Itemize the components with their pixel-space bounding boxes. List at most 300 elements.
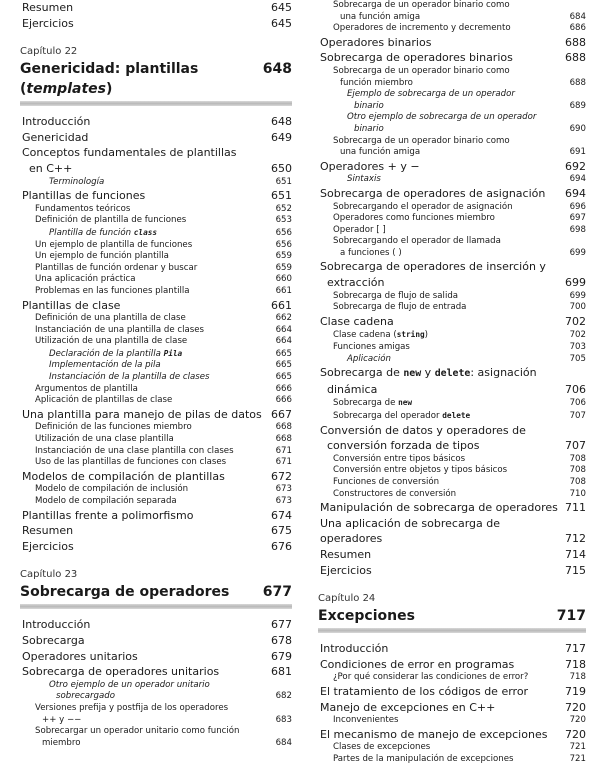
toc-page-number: 703	[569, 342, 586, 353]
toc-entry-text: Terminología	[49, 176, 105, 187]
toc-entry-text: El mecanismo de manejo de excepciones	[320, 727, 548, 741]
toc-entry[interactable]	[318, 754, 586, 766]
toc-entry[interactable]	[20, 188, 292, 204]
toc-entry[interactable]	[318, 410, 586, 423]
chapter-title-part: Sobrecarga de operadores	[20, 584, 230, 601]
chapter-title	[318, 606, 586, 626]
toc-entry[interactable]	[20, 204, 292, 216]
toc-entry[interactable]	[318, 23, 586, 35]
toc-entry-text: y	[421, 366, 435, 380]
toc-column-right	[318, 0, 586, 765]
toc-entry-text: Genericidad	[22, 130, 89, 144]
toc-entry[interactable]	[20, 539, 292, 555]
toc-entry-continuation: sobrecargado	[56, 691, 115, 702]
toc-page-number: 664	[275, 336, 292, 347]
toc-entry-text: Fundamentos teóricos	[35, 203, 131, 214]
toc-entry-title	[35, 325, 204, 337]
toc-entry[interactable]	[20, 664, 292, 680]
toc-page-number: 717	[565, 642, 586, 656]
toc-page-number: 721	[569, 742, 586, 753]
toc-entry-continuation: a funciones ( )	[340, 247, 402, 258]
toc-entry[interactable]	[20, 372, 292, 384]
toc-entry-title	[347, 112, 536, 135]
toc-entry-title	[333, 742, 430, 754]
toc-entry[interactable]	[20, 286, 292, 298]
toc-page-number: 681	[271, 665, 292, 679]
toc-entry-code: delete	[434, 368, 471, 380]
toc-entry-continuation: dinámica	[327, 382, 378, 396]
toc-page-number: 691	[569, 147, 586, 158]
toc-entry-title	[320, 314, 394, 330]
toc-entry[interactable]	[318, 89, 586, 112]
toc-entry[interactable]	[318, 35, 586, 51]
toc-entry[interactable]	[20, 726, 292, 749]
toc-entry-text: Una aplicación de sobrecarga de operadores	[320, 516, 501, 546]
toc-page-number: 683	[275, 714, 292, 725]
toc-entry[interactable]	[318, 174, 586, 186]
toc-entry-text: Sobrecargar un operador unitario como función	[35, 726, 240, 737]
toc-entry-title	[333, 329, 428, 342]
toc-entry[interactable]	[318, 547, 586, 563]
toc-entry-text: Implementación de la pila	[49, 360, 161, 371]
toc-entry-title	[35, 726, 239, 749]
toc-entry-text: Sobrecarga de un operador binario como	[333, 0, 510, 10]
toc-page-number: 720	[569, 715, 586, 726]
toc-entry[interactable]	[318, 489, 586, 501]
toc-entry-title	[333, 342, 410, 354]
toc-page-number: 664	[275, 324, 292, 335]
toc-entry-title	[347, 174, 381, 186]
toc-entry[interactable]	[318, 159, 586, 175]
toc-entry-title	[320, 563, 372, 579]
toc-entry[interactable]	[318, 454, 586, 466]
toc-entry[interactable]	[20, 251, 292, 263]
toc-page-number: 699	[565, 276, 586, 290]
toc-entry-title	[320, 547, 371, 563]
toc-entry-text: Versiones prefija y postfija de los operadores	[35, 702, 229, 713]
toc-entry-title	[35, 251, 169, 263]
toc-entry-title	[22, 16, 74, 32]
toc-entry-title	[22, 617, 90, 633]
toc-entry[interactable]	[20, 422, 292, 434]
toc-entry[interactable]	[20, 313, 292, 325]
toc-entry-code: Pila	[163, 348, 183, 358]
toc-entry-text: Uso de las plantillas de funciones con clases	[35, 457, 227, 468]
toc-entry[interactable]	[20, 360, 292, 372]
toc-entry[interactable]	[318, 516, 586, 547]
chapter-title-part: templates	[26, 81, 106, 98]
toc-entry-title	[320, 50, 513, 66]
toc-entry-title	[49, 348, 182, 361]
toc-page-number: 705	[569, 353, 586, 364]
chapter-heading	[20, 554, 292, 617]
toc-entry-title	[35, 240, 192, 252]
toc-entry-title	[22, 145, 237, 176]
toc-entry[interactable]	[318, 465, 586, 477]
toc-page-number: 699	[569, 290, 586, 301]
toc-entry-text: Plantillas de funciones	[22, 189, 146, 203]
toc-entry[interactable]	[20, 130, 292, 146]
toc-entry[interactable]	[20, 325, 292, 337]
toc-entry-text: Instanciación de una plantilla de clases	[35, 324, 205, 335]
toc-page-number: 720	[565, 700, 586, 714]
toc-entry-title	[333, 454, 465, 466]
toc-entry-continuation: ++ y −−	[42, 714, 82, 725]
toc-page-number: 660	[275, 274, 292, 285]
toc-entry-text: Sobrecarga de un operador binario como	[333, 135, 510, 146]
toc-page-number: 678	[271, 633, 292, 647]
toc-entry[interactable]	[20, 523, 292, 539]
toc-entry-text: Clase cadena	[320, 314, 394, 328]
toc-entry-text: Plantillas de clase	[22, 298, 121, 312]
toc-entry-title	[22, 523, 73, 539]
toc-entry-continuation: en C++	[29, 161, 73, 175]
toc-entry[interactable]	[318, 672, 586, 684]
toc-entry-text: Resumen	[320, 547, 372, 561]
toc-entry-text: Operadores binarios	[320, 35, 432, 49]
toc-page-number: 706	[569, 398, 586, 409]
toc-entry[interactable]	[318, 236, 586, 259]
toc-entry-title	[22, 298, 120, 314]
chapter-page-number: 648	[262, 61, 292, 78]
toc-entry-text: Definición de las funciones miembro	[35, 422, 192, 433]
toc-page-number: 650	[271, 161, 292, 175]
toc-entry-title	[333, 715, 399, 727]
toc-entry-text: Clase cadena (	[333, 330, 397, 341]
toc-entry-title	[333, 489, 456, 501]
toc-entry-text: Condiciones de error en programas	[320, 657, 515, 671]
toc-page-number: 666	[275, 395, 292, 406]
toc-page-number: 711	[565, 501, 586, 515]
toc-page-number: 684	[275, 737, 292, 748]
toc-page-number: 696	[569, 201, 586, 212]
chapter-label: Capítulo 23	[20, 569, 78, 581]
toc-entry[interactable]	[318, 477, 586, 489]
toc-entry[interactable]	[318, 302, 586, 314]
toc-page-number: 656	[275, 227, 292, 238]
toc-entry[interactable]	[318, 259, 586, 290]
toc-entry[interactable]	[318, 727, 586, 743]
toc-entry-text: Sobrecarga de operadores de inserción y	[320, 260, 546, 274]
toc-entry-continuation: una función amiga	[340, 11, 421, 22]
toc-entry-text: Funciones amigas	[333, 342, 410, 353]
toc-entry-text: Modelos de compilación de plantillas	[22, 469, 225, 483]
toc-entry-text: Una aplicación práctica	[35, 274, 136, 285]
chapter-title	[20, 59, 292, 99]
toc-entry-title	[333, 672, 528, 684]
toc-entry-title	[22, 664, 219, 680]
toc-entry[interactable]	[318, 342, 586, 354]
toc-entry[interactable]	[20, 336, 292, 348]
toc-entry-text: Introducción	[22, 115, 91, 129]
toc-entry-title	[320, 186, 545, 202]
toc-entry[interactable]	[318, 225, 586, 237]
toc-entry-title	[333, 291, 458, 303]
toc-page-number: 707	[565, 439, 586, 453]
toc-page-number: 645	[271, 1, 292, 14]
toc-page-number: 719	[565, 684, 586, 698]
toc-entry-title	[333, 410, 470, 423]
toc-entry-continuation: conversión forzada de tipos	[327, 439, 480, 453]
toc-entry-title	[320, 684, 528, 700]
toc-entry-text: Plantillas frente a polimorfismo	[22, 508, 194, 522]
toc-page-number: 671	[275, 445, 292, 456]
toc-page-number: 688	[565, 51, 586, 65]
toc-entry[interactable]	[20, 177, 292, 189]
toc-entry-text: Un ejemplo de función plantilla	[35, 251, 169, 262]
toc-entry[interactable]	[20, 680, 292, 703]
toc-page-number: 679	[271, 649, 292, 663]
toc-page-number: 697	[569, 213, 586, 224]
toc-entry-text: Sobrecarga	[22, 633, 85, 647]
toc-entry-title	[35, 395, 172, 407]
toc-column-left	[20, 0, 292, 749]
toc-entry[interactable]	[318, 0, 586, 23]
toc-entry-continuation: miembro	[42, 737, 81, 748]
toc-entry[interactable]	[318, 365, 586, 397]
toc-entry-text: : asignación	[470, 366, 537, 380]
toc-page-number: 718	[569, 672, 586, 683]
toc-page-number: 688	[565, 35, 586, 49]
toc-entry-text: Definición de plantilla de funciones	[35, 215, 187, 226]
toc-entry[interactable]	[318, 354, 586, 366]
toc-entry-title	[333, 477, 439, 489]
chapter-rule	[20, 101, 292, 106]
chapter-title-text	[20, 59, 263, 99]
toc-entry-title	[49, 177, 104, 189]
toc-page-number: 665	[275, 360, 292, 371]
toc-entry[interactable]	[20, 384, 292, 396]
toc-entry-title	[320, 700, 495, 716]
toc-page-number: 674	[271, 508, 292, 522]
toc-entry-title	[22, 539, 74, 555]
toc-entry[interactable]	[318, 213, 586, 225]
toc-entry[interactable]	[318, 291, 586, 303]
toc-entry[interactable]	[20, 395, 292, 407]
toc-entry-text: Otro ejemplo de un operador unitario	[49, 679, 210, 690]
toc-entry-continuation: binario	[354, 123, 384, 134]
toc-page-number: 688	[569, 77, 586, 88]
toc-entry-title	[320, 423, 526, 454]
toc-entry-title	[35, 215, 186, 227]
chapter-title-part: Excepciones	[318, 608, 415, 625]
toc-entry-title	[320, 500, 558, 516]
toc-entry-text: Sintaxis	[347, 174, 381, 185]
toc-entry-continuation: binario	[354, 100, 384, 111]
toc-entry-title	[35, 434, 174, 446]
chapter-heading	[20, 31, 292, 114]
toc-page-number: 708	[569, 476, 586, 487]
toc-entry[interactable]	[318, 700, 586, 716]
toc-entry-text: Un ejemplo de plantilla de funciones	[35, 239, 193, 250]
toc-entry-title	[49, 360, 161, 372]
toc-entry-text: Sobrecarga de un operador binario como	[333, 65, 510, 76]
toc-page-number: 689	[569, 100, 586, 111]
toc-entry[interactable]	[20, 298, 292, 314]
toc-entry-text: Ejemplo de sobrecarga de un operador	[347, 89, 515, 100]
toc-entry[interactable]	[20, 240, 292, 252]
toc-entry-text: Ejercicios	[22, 16, 74, 30]
toc-entry[interactable]	[318, 314, 586, 330]
toc-entry-title	[320, 641, 388, 657]
toc-entry[interactable]	[20, 274, 292, 286]
toc-entry-text: Ejercicios	[22, 539, 74, 553]
toc-entry-text: Ejercicios	[320, 563, 372, 577]
toc-page-number: 665	[275, 372, 292, 383]
toc-page-number: 712	[565, 532, 586, 546]
toc-entry[interactable]	[20, 114, 292, 130]
toc-entry-title	[35, 422, 192, 434]
toc-entry[interactable]	[20, 263, 292, 275]
toc-entry-text: Definición de una plantilla de clase	[35, 313, 186, 324]
toc-entry[interactable]	[20, 484, 292, 496]
toc-page-number: 672	[271, 469, 292, 483]
toc-entry-title	[49, 227, 157, 240]
toc-entry-title	[347, 89, 515, 112]
toc-entry-title	[35, 336, 187, 348]
toc-entry[interactable]	[318, 136, 586, 159]
toc-page-number: 653	[275, 215, 292, 226]
toc-entry[interactable]	[318, 715, 586, 727]
toc-page-number: 677	[271, 618, 292, 632]
toc-entry[interactable]	[20, 703, 292, 726]
toc-entry[interactable]	[318, 742, 586, 754]
toc-page-number: 656	[275, 239, 292, 250]
toc-entry-text: Sobrecarga del operador	[333, 411, 443, 421]
toc-entry[interactable]	[20, 227, 292, 240]
toc-entry-title	[320, 259, 546, 290]
toc-entry-text: Constructores de conversión	[333, 488, 457, 499]
toc-entry[interactable]	[20, 617, 292, 633]
chapter-rule	[20, 604, 292, 609]
toc-entry-text: Sobrecarga de operadores de asignación	[320, 186, 546, 200]
toc-entry[interactable]	[20, 407, 292, 423]
toc-entry-text: Sobrecarga de operadores unitarios	[22, 665, 220, 679]
toc-entry-text: Operadores como funciones miembro	[333, 213, 495, 224]
toc-entry[interactable]	[20, 0, 292, 16]
toc-page-number: 666	[275, 383, 292, 394]
toc-entry-text: Instanciación de una clase plantilla con clases	[35, 445, 234, 456]
toc-entry-text: Conversión entre tipos básicos	[333, 453, 466, 464]
toc-page-number: 662	[275, 313, 292, 324]
toc-entry-title	[35, 263, 197, 275]
toc-entry-text: Sobrecargando el operador de llamada	[333, 236, 501, 247]
toc-entry-continuation: una función amiga	[340, 147, 421, 158]
toc-entry-text: Resumen	[22, 1, 74, 14]
toc-entry[interactable]	[318, 397, 586, 410]
chapter-heading	[318, 578, 586, 641]
toc-entry-text: Argumentos de plantilla	[35, 383, 138, 394]
toc-entry[interactable]	[318, 657, 586, 673]
chapter-title-text	[20, 582, 229, 602]
toc-page-number: 668	[275, 434, 292, 445]
toc-entry[interactable]	[318, 186, 586, 202]
toc-entry-title	[333, 213, 495, 225]
toc-page-number: 684	[569, 11, 586, 22]
toc-page-number: 702	[565, 314, 586, 328]
toc-entry-title	[35, 384, 138, 396]
toc-entry-title	[320, 365, 537, 397]
toc-entry[interactable]	[20, 469, 292, 485]
toc-entry[interactable]	[20, 649, 292, 665]
toc-entry-title	[333, 202, 513, 214]
toc-entry[interactable]	[20, 633, 292, 649]
toc-entry[interactable]	[20, 457, 292, 469]
toc-entry-code: new	[398, 398, 413, 408]
toc-entry[interactable]	[318, 641, 586, 657]
toc-entry-code: new	[403, 368, 422, 380]
toc-entry-title	[333, 136, 510, 159]
toc-entry-text: Sobrecarga de operadores binarios	[320, 51, 513, 65]
toc-entry-continuation: extracción	[327, 276, 385, 290]
toc-page-number: 699	[569, 247, 586, 258]
toc-page-number: 707	[569, 411, 586, 421]
toc-entry-title	[35, 496, 177, 508]
chapter-label: Capítulo 22	[20, 46, 78, 58]
toc-entry-text: Aplicación	[347, 353, 391, 364]
toc-entry-text: Funciones de conversión	[333, 476, 440, 487]
toc-page-number: 706	[565, 382, 586, 396]
toc-entry-title	[22, 407, 262, 423]
toc-entry-title	[49, 372, 210, 384]
toc-entry[interactable]	[318, 684, 586, 700]
toc-entry-title	[22, 633, 85, 649]
toc-page-number: 694	[569, 174, 586, 185]
toc-entry-text: Utilización de una clase plantilla	[35, 434, 174, 445]
toc-entry-text: Resumen	[22, 524, 74, 538]
toc-entry[interactable]	[20, 446, 292, 458]
toc-entry-title	[320, 159, 420, 175]
toc-entry-text: Aplicación de plantillas de clase	[35, 395, 173, 406]
toc-page-number: 686	[569, 23, 586, 34]
toc-entry-title	[35, 457, 226, 469]
toc-entry-text: Operadores + y −	[320, 159, 420, 173]
toc-entry-title	[333, 23, 511, 35]
toc-entry[interactable]	[318, 66, 586, 89]
toc-entry[interactable]	[318, 329, 586, 342]
toc-entry[interactable]	[20, 348, 292, 361]
toc-page-number: 661	[275, 285, 292, 296]
toc-entry[interactable]	[318, 202, 586, 214]
toc-page-number: 690	[569, 123, 586, 134]
toc-entry-title	[22, 0, 73, 16]
toc-entry[interactable]	[20, 508, 292, 524]
toc-page-number: 692	[565, 159, 586, 173]
toc-entry[interactable]	[318, 500, 586, 516]
toc-entry[interactable]	[20, 145, 292, 176]
toc-page-number: 667	[271, 407, 292, 421]
toc-entry-text: El tratamiento de los códigos de error	[320, 684, 529, 698]
toc-page-number: 668	[275, 422, 292, 433]
toc-page-number: 673	[275, 484, 292, 495]
toc-entry[interactable]	[20, 16, 292, 32]
toc-page-number: 714	[565, 547, 586, 561]
toc-entry[interactable]	[20, 434, 292, 446]
toc-page-number: 648	[271, 115, 292, 129]
toc-entry[interactable]	[318, 50, 586, 66]
toc-entry[interactable]	[20, 496, 292, 508]
toc-entry-text: Conversión de datos y operadores de	[320, 423, 526, 437]
toc-entry-title	[320, 657, 514, 673]
toc-entry-text: Sobrecarga de	[320, 366, 404, 380]
chapter-title	[20, 582, 292, 602]
toc-entry[interactable]	[318, 112, 586, 135]
toc-entry[interactable]	[318, 423, 586, 454]
toc-entry-text: Conversión entre objetos y tipos básicos	[333, 465, 508, 476]
toc-entry-text: Utilización de una plantilla de clase	[35, 336, 188, 347]
toc-entry[interactable]	[318, 563, 586, 579]
toc-entry[interactable]	[20, 215, 292, 227]
